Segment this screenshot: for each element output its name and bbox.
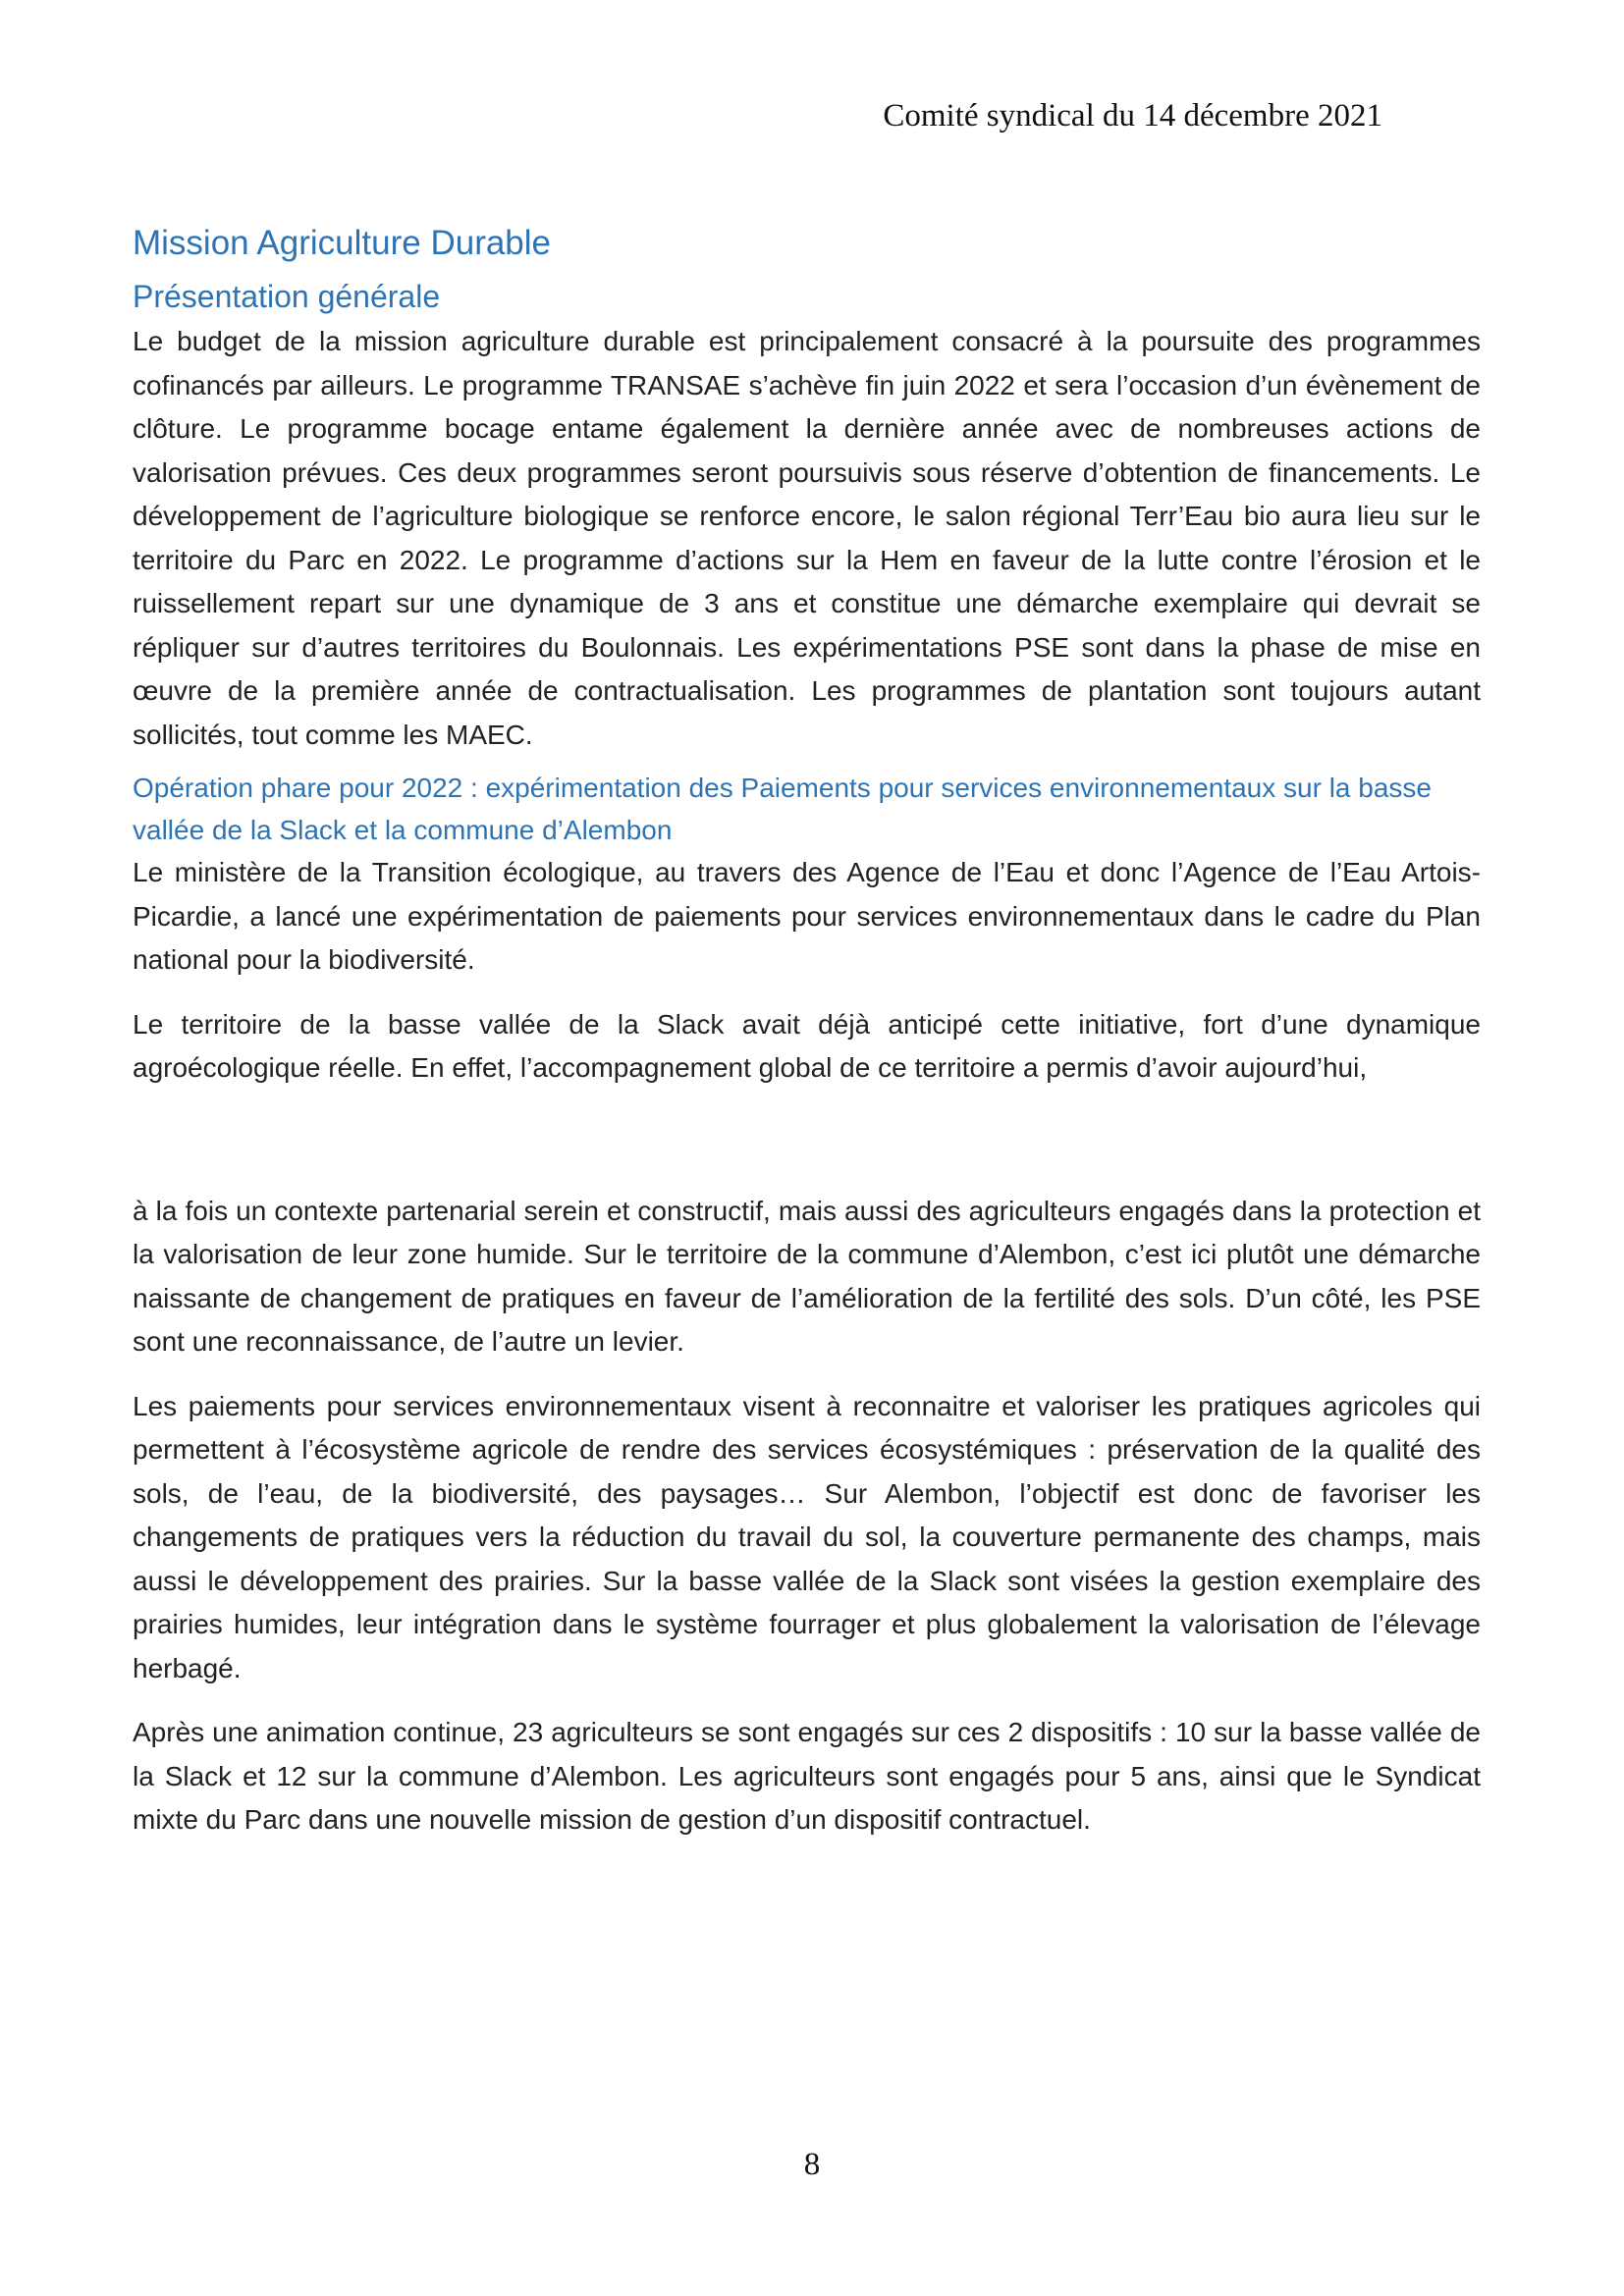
- paragraph-1: Le ministère de la Transition écologique, au travers des Agence de l’Eau et donc l’Agence de l’Eau Artois-Picardie, a lancé une expérimentation de paiements pour services environnementaux dans le cadre du Plan national pour la biodiversité.: [133, 857, 1481, 975]
- section-title: Mission Agriculture Durable: [133, 224, 552, 262]
- paragraph-2: Le territoire de la basse vallée de la Slack avait déjà anticipé cette initiative, fort d’une dynamique agroécologique réelle. En effet, l’accompagnement global de ce territoire a permis d’avoir aujourd’hui,: [133, 1008, 1481, 1083]
- section-subtitle: Présentation générale: [133, 279, 441, 314]
- paragraph-4: Les paiements pour services environnementaux visent à reconnaitre et valoriser les pratiques agricoles qui permettent à l’écosystème agricole de rendre des services écosystémiques : préservation de la qualité des sols, de l’eau, de la biodiversité, des paysages… Sur Alembon, l’objectif est donc de favoriser les changements de pratiques vers la réduction du travail du sol, la couverture permanente des champs, mais aussi le développement des prairies. Sur la basse vallée de la Slack sont visées la gestion exemplaire des prairies humides, leur intégration dans le système fourrager et plus globalement la valorisation de l’élevage herbagé.: [133, 1390, 1481, 1683]
- page-content: [133, 220, 1481, 1842]
- intro-paragraph: Le budget de la mission agriculture durable est principalement consacré à la poursuite des programmes cofinancés par ailleurs. Le programme TRANSAE s’achève fin juin 2022 et sera l’occasion d’un évènement de clôture. Le programme bocage entame également la dernière année avec de nombreuses actions de valorisation prévues. Ces deux programmes seront poursuivis sous réserve d’obtention de financements. Le développement de l’agriculture biologique se renforce encore, le salon régional Terr’Eau bio aura lieu sur le territoire du Parc en 2022. Le programme d’actions sur la Hem en faveur de la lutte contre l’érosion et le ruissellement repart sur une dynamique de 3 ans et constitue une démarche exemplaire qui devrait se répliquer sur d’autres territoires du Boulonnais. Les expérimentations PSE sont dans la phase de mise en œuvre de la première année de contractualisation. Les programmes de plantation sont toujours autant sollicités, tout comme les MAEC.: [133, 326, 1481, 750]
- page-number: 8: [803, 2147, 821, 2182]
- paragraph-5: Après une animation continue, 23 agriculteurs se sont engagés sur ces 2 dispositifs : 10 sur la basse vallée de la Slack et 12 sur la commune d’Alembon. Les agriculteurs sont engagés pour 5 ans, ainsi que le Syndicat mixte du Parc dans une nouvelle mission de gestion d’un dispositif contractuel.: [133, 1717, 1481, 1835]
- paragraph-3: à la fois un contexte partenarial serein et constructif, mais aussi des agriculteurs engagés dans la protection et la valorisation de leur zone humide. Sur le territoire de la commune d’Alembon, c’est ici plutôt une démarche naissante de changement de pratiques en faveur de l’amélioration de la fertilité des sols. D’un côté, les PSE sont une reconnaissance, de l’autre un levier.: [133, 1195, 1481, 1357]
- operation-heading: Opération phare pour 2022 : expérimentation des Paiements pour services environnementaux sur la basse vallée de la Slack et la commune d’Alembon: [133, 773, 1432, 845]
- running-header: Comité syndical du 14 décembre 2021: [883, 98, 1382, 133]
